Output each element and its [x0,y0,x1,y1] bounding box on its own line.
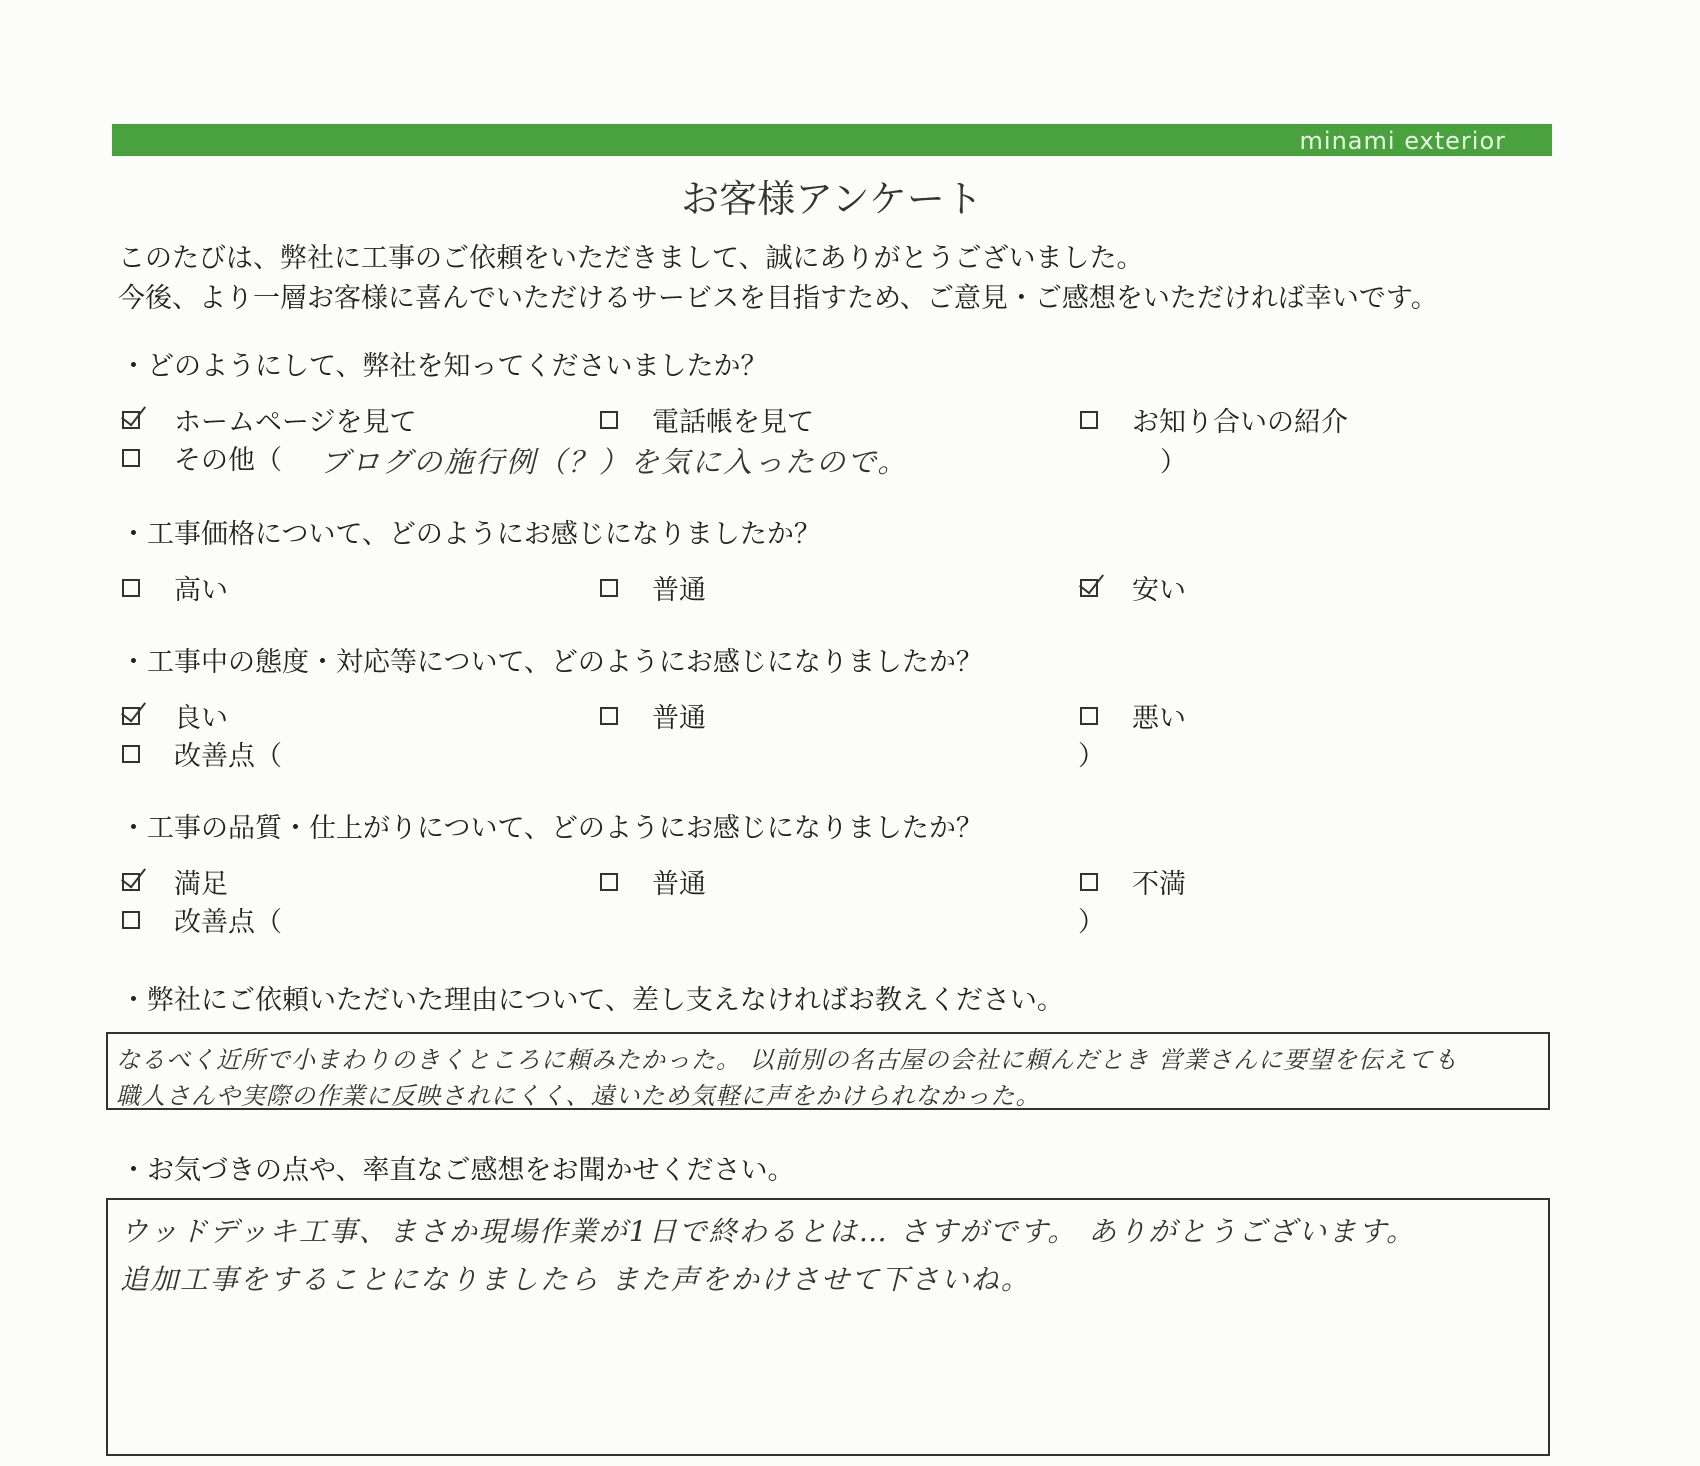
question-quality: ・工事の品質・仕上がりについて、どのようにお感じになりましたか？ [120,813,983,844]
option-label: 普通 [652,703,706,734]
checkbox-checked-icon[interactable] [1080,579,1098,597]
option-improve[interactable] [122,734,282,773]
option-bad[interactable] [1080,696,1186,735]
intro-line-2: 今後、より一層お客様に喜んでいただけるサービスを目指すため、ご意見・ご感想をいただければ幸いです。 [118,283,1438,314]
option-label: 満足 [174,869,228,900]
option-label: 悪い [1132,703,1186,734]
option-label: 改善点（ [174,741,282,772]
header-banner [112,124,1552,156]
option-cheap[interactable] [1080,568,1186,607]
handwritten-feedback-line-2: 追加工事をすることになりましたら また声をかけさせて下さいね。 [120,1263,1031,1296]
checkbox-icon[interactable] [1080,707,1098,725]
option-normal[interactable] [600,696,706,735]
option-label: 普通 [652,869,706,900]
option-label: 普通 [652,575,706,606]
option-referral[interactable] [1080,400,1348,439]
question-how-found: ・どのようにして、弊社を知ってくださいましたか？ [120,351,768,382]
question-attitude: ・工事中の態度・対応等について、どのようにお感じになりましたか？ [120,647,983,678]
intro-line-1: このたびは、弊社に工事のご依頼をいただきまして、誠にありがとうございました。 [118,243,1144,274]
handwritten-reason-line-2: 職人さんや実際の作業に反映されにくく、遠いため気軽に声をかけられなかった。 [116,1082,1041,1110]
option-normal[interactable] [600,862,706,901]
handwritten-other-answer: ブログの施行例（？）を気に入ったので。 [320,445,909,479]
option-label: 改善点（ [174,907,282,938]
handwritten-reason-line-1: なるべく近所で小まわりのきくところに頼みたかった。 以前別の名古屋の会社に頼んだとき 営業さんに要望を伝えても [116,1046,1459,1074]
checkbox-icon[interactable] [600,707,618,725]
checkbox-icon[interactable] [122,911,140,929]
checkbox-checked-icon[interactable] [122,873,140,891]
checkbox-icon[interactable] [122,449,140,467]
option-label: ホームページを見て [174,407,417,438]
feedback-answer-box[interactable] [106,1198,1550,1456]
option-high[interactable] [122,568,228,607]
checkbox-icon[interactable] [600,873,618,891]
paren-close: ） [1078,907,1105,938]
checkbox-icon[interactable] [1080,873,1098,891]
paren-close: ） [1160,447,1187,478]
option-good[interactable] [122,696,228,735]
option-homepage[interactable] [122,400,416,439]
option-label: 不満 [1132,869,1186,900]
option-label: その他（ [174,445,282,476]
option-label: お知り合いの紹介 [1132,407,1348,438]
brand-logo: minami exterior [1299,127,1506,155]
option-dissatisfied[interactable] [1080,862,1186,901]
checkbox-checked-icon[interactable] [122,707,140,725]
page-title: お客様アンケート [681,177,983,221]
checkbox-icon[interactable] [1080,411,1098,429]
checkbox-icon[interactable] [122,745,140,763]
option-label: 良い [174,703,228,734]
checkbox-checked-icon[interactable] [122,411,140,429]
option-improve[interactable] [122,900,282,939]
checkbox-icon[interactable] [122,579,140,597]
handwritten-feedback-line-1: ウッドデッキ工事、まさか現場作業が1日で終わるとは… さすがです。 ありがとうございます。 [120,1215,1417,1248]
question-price: ・工事価格について、どのようにお感じになりましたか？ [120,519,821,550]
checkbox-icon[interactable] [600,579,618,597]
option-satisfied[interactable] [122,862,228,901]
question-feedback: ・お気づきの点や、率直なご感想をお聞かせください。 [120,1155,795,1186]
option-phonebook[interactable] [600,400,814,439]
option-other[interactable] [122,438,282,477]
paren-close: ） [1078,741,1105,772]
option-label: 高い [174,575,228,606]
question-reason: ・弊社にご依頼いただいた理由について、差し支えなければお教えください。 [120,985,1064,1016]
option-normal[interactable] [600,568,706,607]
reason-answer-box[interactable] [106,1032,1550,1110]
option-label: 安い [1132,575,1186,606]
option-label: 電話帳を見て [652,407,814,438]
checkbox-icon[interactable] [600,411,618,429]
